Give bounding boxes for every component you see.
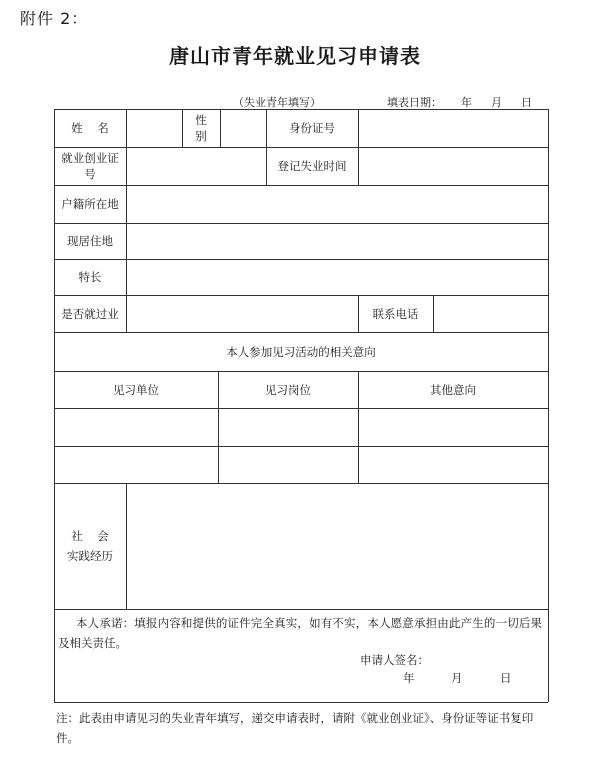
fill-note: （失业青年填写）: [233, 96, 321, 109]
unemployment-registration-time-label: 登记失业时间: [277, 159, 347, 173]
current-residence-label: 现居住地: [67, 234, 113, 248]
gender-field[interactable]: [221, 110, 265, 146]
previously-employed-field[interactable]: [127, 296, 357, 331]
other-intention-header: 其他意向: [430, 382, 476, 397]
internship-post-field[interactable]: [219, 409, 357, 445]
internship-unit-field[interactable]: [55, 447, 217, 482]
phone-field[interactable]: [434, 296, 547, 331]
footnote: 注：此表由申请见习的失业青年填写，递交申请表时，请附《就业创业证》、身份证等证书复印件。: [56, 711, 534, 745]
id-number-label: 身份证号: [289, 121, 335, 135]
commitment-text: 本人承诺：填报内容和提供的证件完全真实，如有不实，本人愿意承担由此产生的一切后果及相关责任。: [58, 616, 542, 650]
signature-label: 申请人签名：: [360, 653, 429, 667]
application-form-table: [54, 109, 548, 702]
internship-post-header: 见习岗位: [265, 382, 311, 397]
row-line: [54, 609, 548, 610]
household-registration-field[interactable]: [127, 186, 547, 222]
internship-post-field[interactable]: [219, 447, 357, 482]
phone-label: 联系电话: [372, 306, 419, 321]
intention-section-heading: 本人参加见习活动的相关意向: [226, 344, 376, 359]
row-line: [54, 702, 548, 703]
unemployment-registration-time-field[interactable]: [359, 148, 547, 184]
specialty-field[interactable]: [127, 260, 547, 294]
other-intention-field[interactable]: [359, 447, 547, 482]
internship-unit-header: 见习单位: [113, 382, 159, 397]
sign-year: 年: [403, 671, 415, 685]
sign-month: 月: [451, 671, 463, 685]
gender-label: 性 别: [195, 113, 207, 143]
name-label: 姓 名: [71, 121, 109, 135]
col-line: [548, 109, 549, 702]
employment-cert-field[interactable]: [127, 148, 265, 184]
sign-day: 日: [500, 671, 512, 685]
social-practice-label: 社 会 实践经历: [67, 529, 113, 563]
fill-date: 填表日期： 年 月 日: [387, 96, 532, 109]
specialty-label: 特长: [78, 270, 102, 284]
name-field[interactable]: [127, 110, 181, 146]
other-intention-field[interactable]: [359, 409, 547, 445]
attachment-label: 附件 2：: [20, 9, 89, 28]
previously-employed-label: 是否就过业: [61, 306, 119, 321]
current-residence-field[interactable]: [127, 224, 547, 258]
social-practice-field[interactable]: [127, 484, 547, 608]
internship-unit-field[interactable]: [55, 409, 217, 445]
household-registration-label: 户籍所在地: [61, 197, 119, 211]
id-number-field[interactable]: [359, 110, 547, 146]
form-title: 唐山市青年就业见习申请表: [169, 44, 421, 68]
employment-cert-label: 就业创业证 号: [61, 151, 119, 181]
